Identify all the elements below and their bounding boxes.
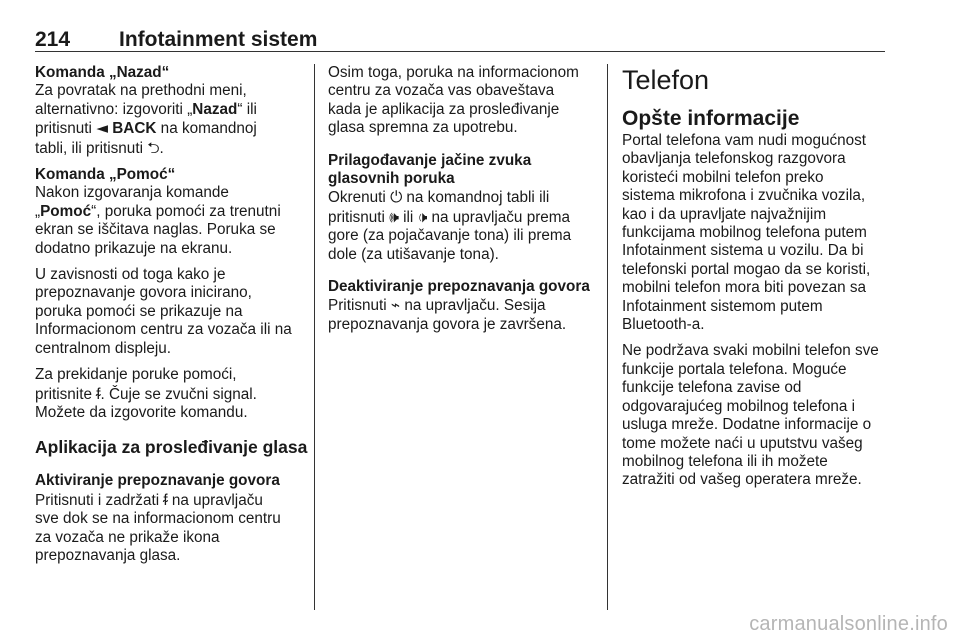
body-line: alternativno: izgovoriti „Nazad“ ili: [35, 100, 257, 118]
body-line: usluga mreže. Dodatne informacije o: [622, 416, 872, 434]
body-line: telefonski portal mogao da se koristi,: [622, 260, 871, 278]
volume-heading: Prilagođavanje jačine zvuka: [328, 151, 532, 169]
body-line: Možete da izgovorite komandu.: [35, 403, 248, 421]
body-line: odgovarajućeg mobilnog telefona i: [622, 397, 856, 415]
body-line: pritisnuti 🕪 ili 🕩 na upravljaču prema: [328, 207, 571, 226]
voice-icon: ᵮ: [96, 384, 101, 403]
body-line: centralnom displeju.: [35, 339, 172, 357]
body-line: poruka pomoći se prikazuje na: [35, 302, 243, 320]
section-heading: Aplikacija za prosleđivanje glasa: [35, 437, 308, 458]
column-divider: [607, 64, 608, 610]
body-line: „Pomoć“, poruka pomoći za trenutni: [35, 202, 281, 220]
header-rule: [35, 51, 885, 52]
body-line: kao i da upravljate najvažnijim: [622, 205, 827, 223]
return-icon: ⮌: [147, 138, 160, 157]
page-header: [35, 28, 885, 50]
body-line: koristeći mobilni telefon preko: [622, 168, 824, 186]
activate-heading: Aktiviranje prepoznavanje govora: [35, 472, 280, 490]
body-line: funkcije telefona zavise od: [622, 379, 802, 397]
back-arrow-icon: ◄: [96, 119, 108, 138]
body-line: Pritisnuti ⌁ na upravljaču. Sesija: [328, 296, 546, 315]
column-divider: [314, 64, 315, 610]
body-line: obavljanja telefonskog razgovora: [622, 150, 846, 168]
chapter-title: Infotainment sistem: [119, 28, 318, 51]
body-line: ekran se iščitava naglas. Poruka se: [35, 221, 276, 239]
body-line: sve dok se na informacionom centru: [35, 510, 281, 528]
body-line: prepoznavanja govora je završena.: [328, 315, 567, 333]
body-line: sistema mikrofona i zvučnika vozila,: [622, 187, 866, 205]
body-line: Ne podržava svaki mobilni telefon sve: [622, 342, 879, 360]
body-line: Nakon izgovaranja komande: [35, 184, 229, 202]
body-line: pritisnite ᵮ. Čuje se zvučni signal.: [35, 384, 257, 403]
body-line: za vozača ne prikaže ikona: [35, 528, 220, 546]
body-line: Bluetooth-a.: [622, 316, 705, 334]
body-line: prepoznavanja glasa.: [35, 546, 181, 564]
end-call-icon: ⌁: [390, 296, 401, 315]
power-knob-icon: ⏻: [390, 188, 403, 207]
volume-up-icon: 🕪: [389, 207, 399, 226]
body-line: Informacionom centru za vozača ili na: [35, 321, 292, 339]
body-line: dole (za utišavanje tona).: [328, 245, 499, 263]
body-line: dodatno prikazuje na ekranu.: [35, 239, 233, 257]
back-command-heading: Komanda „Nazad“: [35, 64, 170, 81]
body-line: Portal telefona vam nudi mogućnost: [622, 132, 867, 149]
volume-heading: glasovnih poruka: [328, 170, 455, 188]
body-line: mobilni telefon mora biti povezan sa: [622, 279, 867, 297]
body-line: Za povratak na prethodni meni,: [35, 82, 247, 100]
body-line: Za prekidanje poruke pomoći,: [35, 366, 237, 384]
section-title: Telefon: [622, 65, 710, 95]
page-number: 214: [35, 28, 71, 51]
body-line: U zavisnosti od toga kako je: [35, 266, 226, 284]
body-line: Okrenuti ⏻ na komandnoj tabli ili: [328, 188, 550, 207]
body-line: tome možete naći u uputstvu vašeg: [622, 434, 863, 452]
help-command-heading: Komanda „Pomoć“: [35, 166, 176, 184]
body-line: Infotainment sistemom putem: [622, 297, 823, 315]
body-line: Pritisnuti i zadržati ᵮ na upravljaču: [35, 490, 263, 509]
watermark: carmanualsonline.info: [749, 613, 948, 635]
column-left: [35, 64, 307, 565]
body-line: prepoznavanje govora inicirano,: [35, 284, 252, 302]
body-line: tabli, ili pritisnuti ⮌.: [35, 138, 164, 157]
body-line: kada je aplikacija za prosleđivanje: [328, 100, 560, 118]
body-line: pritisnuti ◄ BACK na komandnoj: [35, 119, 257, 138]
body-line: gore (za pojačavanje tona) ili prema: [328, 227, 572, 245]
voice-icon: ᵮ: [163, 490, 168, 509]
body-line: centru za vozača vas obaveštava: [328, 82, 555, 100]
body-line: mobilnog telefona ili ih možete: [622, 452, 828, 470]
subsection-title: Opšte informacije: [622, 107, 800, 130]
body-line: zatražiti od vašeg operatera mreže.: [622, 471, 862, 489]
column-middle: [328, 64, 600, 334]
body-line: glasa spremna za upotrebu.: [328, 119, 518, 137]
body-line: funkcijama mobilnog telefona putem: [622, 224, 867, 242]
body-line: funkcije portala telefona. Moguće: [622, 360, 847, 378]
deactivate-heading: Deaktiviranje prepoznavanja govora: [328, 278, 590, 296]
volume-down-icon: 🕩: [417, 207, 428, 226]
body-line: Osim toga, poruka na informacionom: [328, 64, 579, 81]
column-right: [622, 64, 890, 490]
body-line: Infotainment sistema u vozilu. Da bi: [622, 242, 864, 260]
